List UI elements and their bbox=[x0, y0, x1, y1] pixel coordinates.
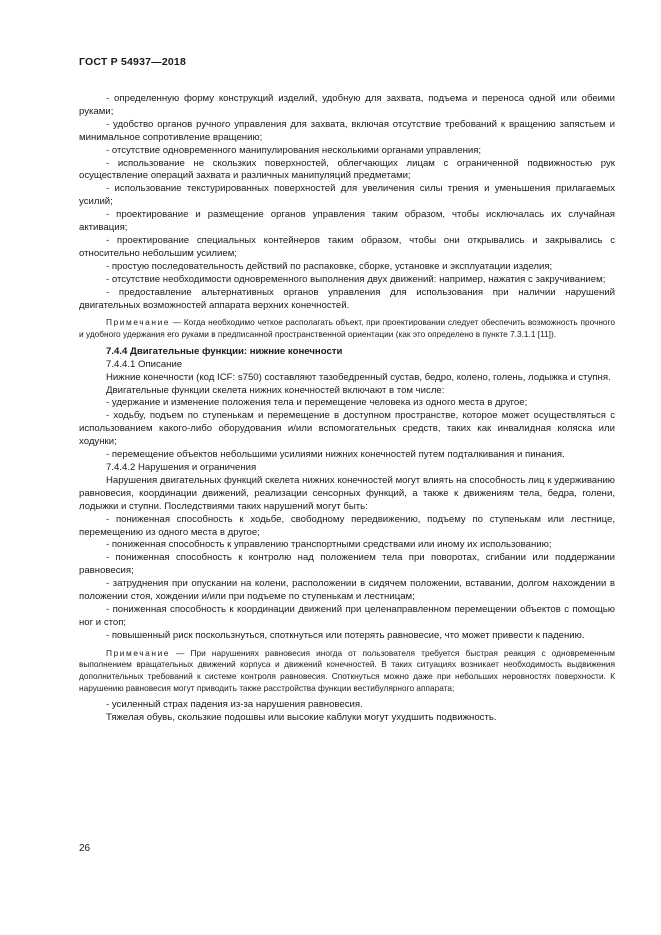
list-item: - усиленный страх падения из-за нарушения равновесия. bbox=[106, 699, 363, 711]
subsection-heading-2: 7.4.4.2 Нарушения и ограничения bbox=[106, 461, 257, 473]
list-item: - определенную форму конструкций изделий, удобную для захвата, подъема и переноса одной или обеими руками; bbox=[79, 93, 615, 117]
list-item: - пониженная способность к координации движений при целенаправленном перемещении объектов с помощью ног и стоп; bbox=[79, 603, 615, 628]
paragraph: Нижние конечности (код ICF: s750) составляют тазобедренный сустав, бедро, колено, голень, лодыжка и ступня. bbox=[106, 371, 611, 383]
section-heading: 7.4.4 Двигательные функции: нижние конечности bbox=[106, 345, 343, 357]
list-item: - удобство органов ручного управления для захвата, включая отсутствие требований к вращению запястьем и минимальное сопротивление вращению; bbox=[79, 118, 615, 143]
list-item: - простую последовательность действий по распаковке, сборке, установке и эксплуатации изделия; bbox=[106, 260, 553, 272]
note-1 bbox=[79, 317, 615, 340]
list-item: - отсутствие необходимости одновременного выполнения двух движений: например, нажатия с закручиванием; bbox=[106, 273, 606, 285]
list-item: - использование текстурированных поверхностей для увеличения силы трения и уменьшения прилагаемых усилий; bbox=[79, 183, 615, 208]
list-item: - пониженная способность к контролю над положением тела при поворотах, сгибании или поддержании равновесия; bbox=[79, 552, 615, 577]
list-item: - отсутствие одновременного манипулирования несколькими органами управления; bbox=[106, 144, 482, 156]
note-1-label: Примечание bbox=[106, 317, 171, 328]
list-item: - перемещение объектов небольшими усилиями нижних конечностей путем подталкивания и пинания. bbox=[106, 449, 565, 461]
note-1-text: — Когда необходимо четкое располагать объект, при проектировании следует обеспечить возможность прочного и удобного удержания его руками в предписанной пространственной ориентации (как это определено в пункте 7.3.1.1 [11]). bbox=[79, 317, 615, 340]
paragraph: Тяжелая обувь, скользкие подошвы или высокие каблуки могут ухудшить подвижность. bbox=[106, 712, 497, 724]
list-item: - повышенный риск поскользнуться, споткнуться или потерять равновесие, что может привести к падению. bbox=[106, 629, 585, 641]
note-2-text: — При нарушениях равновесия иногда от пользователя требуется быстрая реакция с одновременным выполнением вращательных движений корпуса и движений конечностей. В таких ситуациях возникает необходимость выдвижения дополнительных требований к системе контроля равновесия. Споткнуться можно даже при небольших неровностях поверхности. К нарушению равновесия могут приводить также расстройства функции вестибулярного аппарата; bbox=[79, 647, 615, 693]
list-item: - затруднения при опускании на колени, расположении в сидячем положении, вставании, долгом нахождении в положении стоя, хождении и/или при подъеме по ступенькам и лестницам; bbox=[79, 578, 615, 603]
note-2-label: Примечание bbox=[106, 647, 171, 658]
list-item: - проектирование и размещение органов управления таким образом, чтобы исключалась их случайная активация; bbox=[79, 209, 615, 234]
page-number: 26 bbox=[79, 843, 91, 854]
list-item: - пониженная способность к ходьбе, свободному передвижению, подъему по ступенькам или лестнице, перемещению из одного места в другое; bbox=[79, 513, 615, 538]
list-item: - проектирование специальных контейнеров таким образом, чтобы они открывались и закрывались с относительно небольшим усилием; bbox=[79, 234, 615, 259]
list-item: - ходьбу, подъем по ступенькам и перемещение в доступном пространстве, которое может осуществляться с использованием какого-либо оборудования и/или вспомогательных средств, таких как инвалидная коляска или ходунки; bbox=[79, 410, 615, 448]
paragraph: Двигательные функции скелета нижних конечностей включают в том числе: bbox=[106, 384, 445, 396]
list-item: - удержание и изменение положения тела и перемещение человека из одного места в другое; bbox=[106, 397, 528, 409]
document-header: ГОСТ Р 54937—2018 bbox=[79, 56, 187, 68]
note-2 bbox=[79, 648, 615, 695]
subsection-heading-1: 7.4.4.1 Описание bbox=[106, 358, 183, 370]
list-item: - предоставление альтернативных органов управления для использования при наличии нарушений двигательных возможностей аппарата верхних конечностей. bbox=[79, 286, 615, 311]
list-item: - пониженная способность к управлению транспортными средствами или иному их использованию; bbox=[106, 539, 552, 551]
document-body bbox=[79, 93, 615, 725]
list-item: - использование не скользких поверхностей, облегчающих лицам с ограниченной подвижностью рук осуществление операций захвата и различных манипуляций предметами; bbox=[79, 157, 615, 182]
paragraph: Нарушения двигательных функций скелета нижних конечностей могут влиять на способность лиц к удерживанию равновесия, координации движений, реализации сенсорных функций, а также к движениям тела, бедра, голени, лодыжки и ступни. Последствиями таких нарушений могут быть: bbox=[79, 474, 615, 512]
